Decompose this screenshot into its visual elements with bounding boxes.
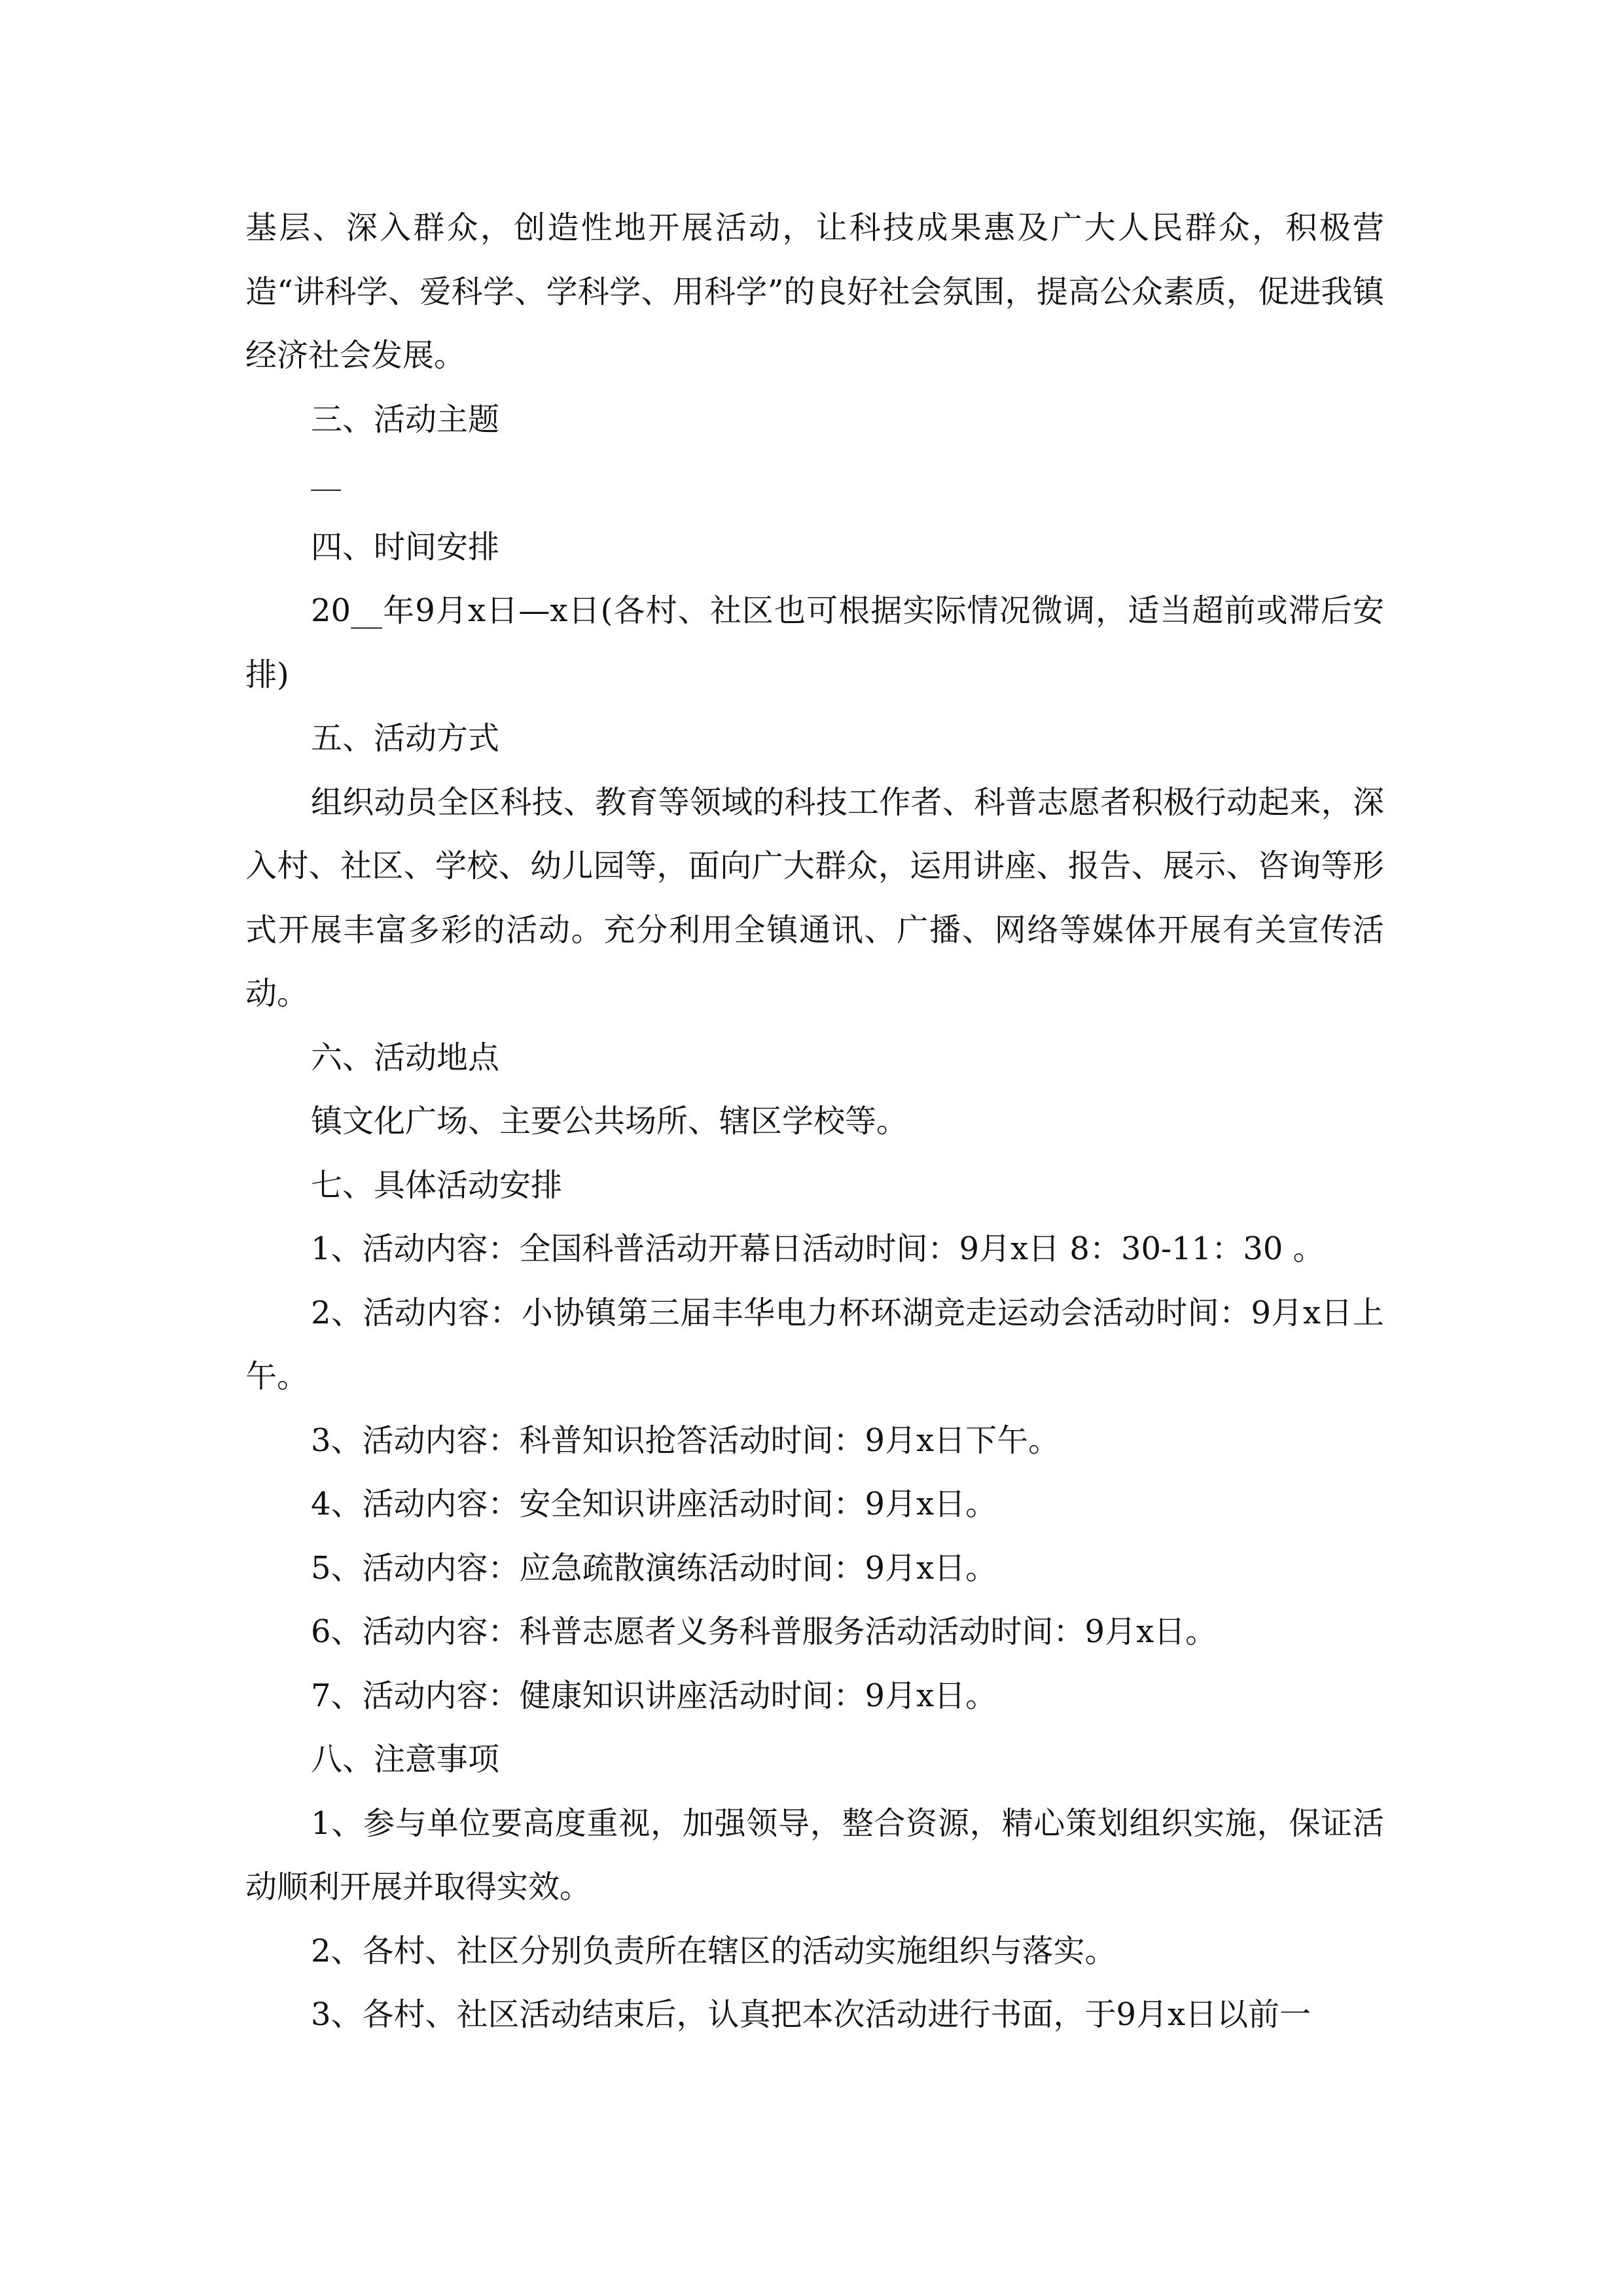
list-item: 7、活动内容：健康知识讲座活动时间：9月x日。 [311,1677,997,1714]
heading-notes: 八、注意事项 [311,1741,500,1778]
list-item: 1、活动内容：全国科普活动开幕日活动时间：9月x日 8：30-11：30 。 [311,1230,1325,1267]
list-item: 3、各村、社区活动结束后，认真把本次活动进行书面，于9月x日以前一 [311,1996,1311,2033]
heading-activity-location: 六、活动地点 [311,1039,500,1076]
heading-schedule: 四、时间安排 [311,528,500,565]
list-item: 6、活动内容：科普志愿者义务科普服务活动活动时间：9月x日。 [311,1613,1217,1650]
list-item: 2、活动内容：小协镇第三届丰华电力杯环湖竞走运动会活动时间：9月x日上午。 [245,1294,1384,1395]
heading-specific-arrangements: 七、具体活动安排 [311,1166,563,1204]
list-item: 4、活动内容：安全知识讲座活动时间：9月x日。 [311,1486,997,1522]
document-body [245,196,1384,2047]
dash-mark [311,490,341,491]
list-item: 1、参与单位要高度重视，加强领导，整合资源，精心策划组织实施，保证活动顺利开展并取得实效。 [245,1804,1384,1905]
list-item: 2、各村、社区分别负责所在辖区的活动实施组织与落实。 [311,1932,1116,1969]
paragraph-schedule: 20__年9月x日—x日(各村、社区也可根据实际情况微调，适当超前或滞后安排) [245,592,1384,693]
paragraph-activity-location: 镇文化广场、主要公共场所、辖区学校等。 [311,1103,908,1139]
paragraph-intro-continued: 基层、深入群众，创造性地开展活动，让科技成果惠及广大人民群众，积极营造“讲科学、爱科学、学科学、用科学”的良好社会氛围，提高公众素质，促进我镇经济社会发展。 [245,209,1384,374]
heading-activity-theme: 三、活动主题 [311,401,500,438]
activity-theme-placeholder [245,452,1384,516]
paragraph-activity-method: 组织动员全区科技、教育等领域的科技工作者、科普志愿者积极行动起来，深入村、社区、学校、幼儿园等，面向广大群众，运用讲座、报告、展示、咨询等形式开展丰富多彩的活动。充分利用全镇通讯、广播、网络等媒体开展有关宣传活动。 [245,783,1384,1012]
list-item: 3、活动内容：科普知识抢答活动时间：9月x日下午。 [311,1422,1060,1459]
list-item: 5、活动内容：应急疏散演练活动时间：9月x日。 [311,1549,997,1587]
heading-activity-method: 五、活动方式 [311,720,500,757]
